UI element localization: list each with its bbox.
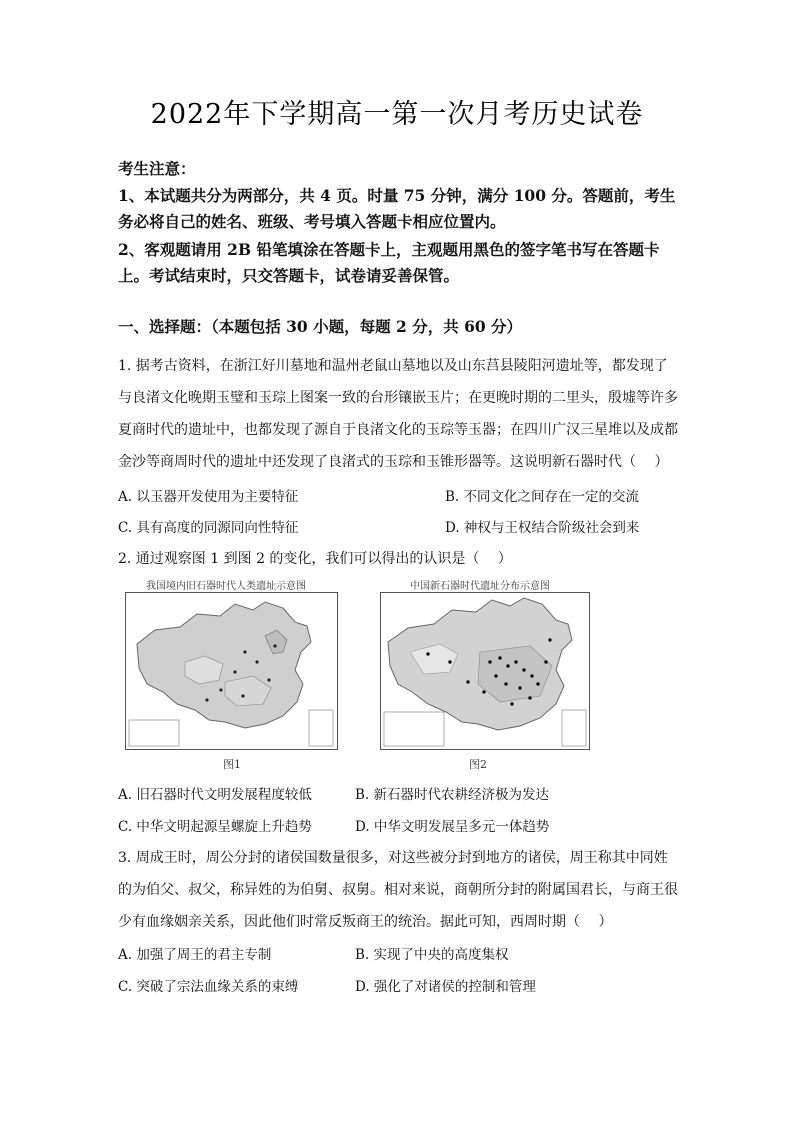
site-dot bbox=[514, 660, 517, 663]
site-dot bbox=[522, 668, 525, 671]
q2-option-c: C. 中华文明起源呈螺旋上升趋势 bbox=[118, 819, 312, 835]
question-1-line: 与良渚文化晚期玉璧和玉琮上图案一致的台形镶嵌玉片；在更晚时期的二里头，殷墟等许多 bbox=[118, 390, 678, 406]
question-1-line: 1. 据考古资料，在浙江好川墓地和温州老鼠山墓地以及山东莒县陵阳河遗址等，都发现了 bbox=[118, 358, 668, 374]
figure-1-map bbox=[125, 592, 338, 750]
figure-1-caption: 图1 bbox=[223, 758, 241, 771]
question-3-line: 3. 周成王时，周公分封的诸侯国数量很多，对这些被分封到地方的诸侯，周王称其中同姓 bbox=[118, 850, 668, 866]
notice-line: 1、本试题共分为两部分，共 4 页。时量 75 分钟，满分 100 分。答题前，考生 bbox=[118, 186, 676, 205]
site-dot bbox=[255, 660, 258, 663]
site-dot bbox=[267, 678, 270, 681]
south-sea-inset bbox=[309, 710, 333, 746]
q3-option-c: C. 突破了宗法血缘关系的束缚 bbox=[118, 979, 299, 995]
site-dot bbox=[536, 682, 539, 685]
site-dot bbox=[504, 682, 507, 685]
site-dot bbox=[528, 696, 531, 699]
question-3-line: 少有血缘姻亲关系，因此他们时常反叛商王的统治。据此可知，西周时期（ ） bbox=[118, 914, 613, 930]
site-dot bbox=[466, 680, 469, 683]
question-2-stem: 2. 通过观察图 1 到图 2 的变化，我们可以得出的认识是（ ） bbox=[118, 551, 512, 567]
q2-option-d: D. 中华文明发展呈多元一体趋势 bbox=[355, 819, 550, 835]
question-3-line: 的为伯父、叔父，称异姓的为伯舅、叔舅。相对来说，商朝所分封的附属国君长，与商王很 bbox=[118, 882, 678, 898]
q1-option-d: D. 神权与王权结合阶级社会到来 bbox=[445, 520, 640, 536]
figure-2-title: 中国新石器时代遗址分布示意图 bbox=[410, 581, 550, 592]
notice-line: 上。考试结束时，只交答题卡，试卷请妥善保管。 bbox=[118, 266, 460, 285]
map-legend bbox=[384, 712, 444, 746]
site-dot bbox=[219, 688, 222, 691]
q1-option-a: A. 以玉器开发使用为主要特征 bbox=[118, 489, 299, 505]
site-dot bbox=[448, 660, 451, 663]
notice-heading: 考生注意： bbox=[118, 159, 196, 178]
figure-2-map-graphic bbox=[380, 592, 590, 750]
exam-title: 2022年下学期高一第一次月考历史试卷 bbox=[150, 99, 644, 130]
map-legend bbox=[129, 720, 179, 746]
site-dot bbox=[494, 674, 497, 677]
figure-1-title: 我国境内旧石器时代人类遗址示意图 bbox=[146, 581, 306, 592]
site-dot bbox=[548, 638, 551, 641]
site-dot bbox=[241, 694, 244, 697]
site-dot bbox=[482, 690, 485, 693]
q2-option-a: A. 旧石器时代文明发展程度较低 bbox=[118, 787, 312, 803]
site-dot bbox=[544, 660, 547, 663]
section-heading: 一、选择题：（本题包括 30 小题，每题 2 分，共 60 分） bbox=[118, 317, 523, 336]
question-1-line: 夏商时代的遗址中，也都发现了源自于良渚文化的玉琮等玉器；在四川广汉三星堆以及成都 bbox=[118, 422, 678, 438]
q3-option-a: A. 加强了周王的君主专制 bbox=[118, 947, 272, 963]
site-dot bbox=[518, 686, 521, 689]
site-dot bbox=[510, 702, 513, 705]
site-dot bbox=[426, 652, 429, 655]
site-dot bbox=[243, 650, 246, 653]
q3-option-b: B. 实现了中央的高度集权 bbox=[355, 947, 509, 963]
site-dot bbox=[273, 644, 276, 647]
figure-2-caption: 图2 bbox=[469, 758, 487, 771]
q3-option-d: D. 强化了对诸侯的控制和管理 bbox=[355, 979, 536, 995]
site-dot bbox=[233, 670, 236, 673]
question-1-line: 金沙等商周时代的遗址中还发现了良渚式的玉琮和玉锥形器等。这说明新石器时代（ ） bbox=[118, 454, 669, 470]
figure-1-map-graphic bbox=[125, 592, 338, 750]
q1-option-c: C. 具有高度的同源同向性特征 bbox=[118, 520, 299, 536]
notice-line: 务必将自己的姓名、班级、考号填入答题卡相应位置内。 bbox=[118, 212, 506, 231]
site-dot bbox=[498, 656, 501, 659]
south-sea-inset bbox=[562, 710, 586, 746]
site-dot bbox=[506, 664, 509, 667]
q1-option-b: B. 不同文化之间存在一定的交流 bbox=[445, 489, 640, 505]
q2-option-b: B. 新石器时代农耕经济极为发达 bbox=[355, 787, 550, 803]
notice-line: 2、客观题请用 2B 铅笔填涂在答题卡上，主观题用黑色的签字笔书写在答题卡 bbox=[118, 240, 660, 259]
site-dot bbox=[205, 698, 208, 701]
site-dot bbox=[488, 660, 491, 663]
site-dot bbox=[530, 674, 533, 677]
figure-2-map bbox=[380, 592, 590, 750]
